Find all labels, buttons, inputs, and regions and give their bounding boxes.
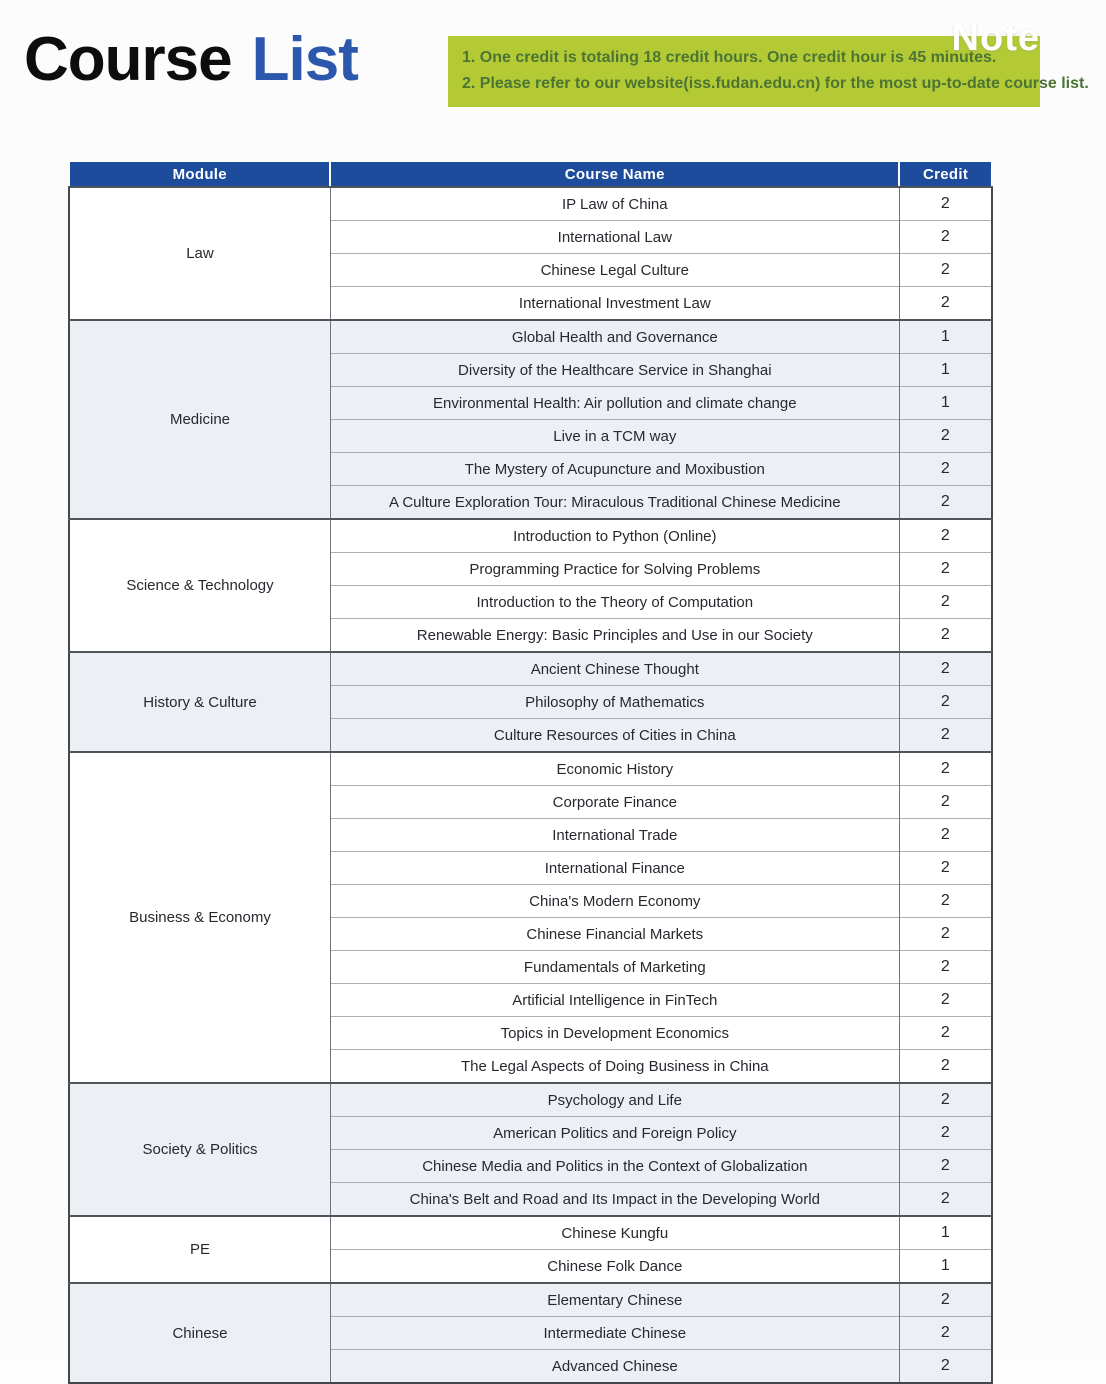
credit-cell: 2: [899, 221, 992, 254]
credit-cell: 1: [899, 1250, 992, 1284]
course-name-cell: Artificial Intelligence in FinTech: [330, 984, 899, 1017]
course-name-cell: Environmental Health: Air pollution and climate change: [330, 387, 899, 420]
page-title-word-course: Course: [24, 25, 232, 94]
credit-cell: 2: [899, 951, 992, 984]
course-name-cell: The Legal Aspects of Doing Business in China: [330, 1050, 899, 1084]
credit-cell: 2: [899, 486, 992, 520]
module-cell: PE: [69, 1216, 330, 1283]
table-row: [69, 1216, 992, 1250]
credit-cell: 2: [899, 819, 992, 852]
note-label: Note: [951, 17, 1040, 59]
credit-cell: 2: [899, 1350, 992, 1384]
course-name-cell: Ancient Chinese Thought: [330, 652, 899, 686]
course-name-cell: Renewable Energy: Basic Principles and Use in our Society: [330, 619, 899, 653]
credit-cell: 2: [899, 586, 992, 619]
course-name-cell: Culture Resources of Cities in China: [330, 719, 899, 753]
course-name-cell: Chinese Legal Culture: [330, 254, 899, 287]
credit-cell: 1: [899, 387, 992, 420]
credit-cell: 2: [899, 619, 992, 653]
header-course-name: Course Name: [330, 161, 899, 187]
course-name-cell: Chinese Kungfu: [330, 1216, 899, 1250]
course-name-cell: Intermediate Chinese: [330, 1317, 899, 1350]
header-module: Module: [69, 161, 330, 187]
credit-cell: 2: [899, 1183, 992, 1217]
course-name-cell: Corporate Finance: [330, 786, 899, 819]
note-box: [448, 17, 1089, 107]
credit-cell: 2: [899, 187, 992, 221]
credit-cell: 2: [899, 852, 992, 885]
course-name-cell: Chinese Folk Dance: [330, 1250, 899, 1284]
credit-cell: 2: [899, 1283, 992, 1317]
header-credit: Credit: [899, 161, 992, 187]
course-name-cell: Chinese Media and Politics in the Context of Globalization: [330, 1150, 899, 1183]
note-line-2: 2. Please refer to our website(iss.fudan.edu.cn) for the most up-to-date course list.: [462, 74, 1089, 92]
module-cell: Society & Politics: [69, 1083, 330, 1216]
module-cell: Science & Technology: [69, 519, 330, 652]
credit-cell: 2: [899, 885, 992, 918]
credit-cell: 2: [899, 1083, 992, 1117]
credit-cell: 2: [899, 453, 992, 486]
course-name-cell: Psychology and Life: [330, 1083, 899, 1117]
credit-cell: 2: [899, 1150, 992, 1183]
credit-cell: 2: [899, 686, 992, 719]
module-cell: Law: [69, 187, 330, 320]
course-name-cell: Global Health and Governance: [330, 320, 899, 354]
page-title: [24, 24, 358, 95]
table-row: [69, 1083, 992, 1117]
credit-cell: 2: [899, 1050, 992, 1084]
course-name-cell: International Law: [330, 221, 899, 254]
table-row: [69, 652, 992, 686]
course-name-cell: International Investment Law: [330, 287, 899, 321]
page-title-word-list: List: [251, 25, 358, 94]
credit-cell: 2: [899, 287, 992, 321]
course-name-cell: Programming Practice for Solving Problems: [330, 553, 899, 586]
table-row: [69, 187, 992, 221]
credit-cell: 1: [899, 320, 992, 354]
credit-cell: 2: [899, 1117, 992, 1150]
credit-cell: 1: [899, 354, 992, 387]
course-name-cell: Diversity of the Healthcare Service in Shanghai: [330, 354, 899, 387]
course-name-cell: Advanced Chinese: [330, 1350, 899, 1384]
table-header-row: [69, 161, 992, 187]
course-name-cell: Economic History: [330, 752, 899, 786]
course-table: [68, 160, 993, 1384]
module-cell: Business & Economy: [69, 752, 330, 1083]
note-line-1: 1. One credit is totaling 18 credit hours. One credit hour is 45 minutes.: [462, 49, 997, 66]
table-row: [69, 1283, 992, 1317]
credit-cell: 2: [899, 752, 992, 786]
course-name-cell: Introduction to Python (Online): [330, 519, 899, 553]
course-name-cell: A Culture Exploration Tour: Miraculous Traditional Chinese Medicine: [330, 486, 899, 520]
course-name-cell: IP Law of China: [330, 187, 899, 221]
course-name-cell: International Finance: [330, 852, 899, 885]
table-row: [69, 320, 992, 354]
credit-cell: 2: [899, 786, 992, 819]
credit-cell: 2: [899, 1017, 992, 1050]
credit-cell: 2: [899, 1317, 992, 1350]
module-cell: Medicine: [69, 320, 330, 519]
course-name-cell: Introduction to the Theory of Computation: [330, 586, 899, 619]
course-name-cell: American Politics and Foreign Policy: [330, 1117, 899, 1150]
credit-cell: 2: [899, 553, 992, 586]
credit-cell: 1: [899, 1216, 992, 1250]
course-name-cell: International Trade: [330, 819, 899, 852]
table-row: [69, 519, 992, 553]
course-name-cell: Live in a TCM way: [330, 420, 899, 453]
credit-cell: 2: [899, 918, 992, 951]
course-name-cell: The Mystery of Acupuncture and Moxibustion: [330, 453, 899, 486]
credit-cell: 2: [899, 719, 992, 753]
course-name-cell: Elementary Chinese: [330, 1283, 899, 1317]
credit-cell: 2: [899, 984, 992, 1017]
credit-cell: 2: [899, 254, 992, 287]
course-name-cell: Fundamentals of Marketing: [330, 951, 899, 984]
course-table-wrapper: [68, 160, 993, 1384]
course-name-cell: Philosophy of Mathematics: [330, 686, 899, 719]
credit-cell: 2: [899, 420, 992, 453]
course-table-body: [69, 187, 992, 1383]
course-name-cell: China's Modern Economy: [330, 885, 899, 918]
credit-cell: 2: [899, 519, 992, 553]
course-name-cell: Topics in Development Economics: [330, 1017, 899, 1050]
credit-cell: 2: [899, 652, 992, 686]
module-cell: Chinese: [69, 1283, 330, 1383]
module-cell: History & Culture: [69, 652, 330, 752]
course-name-cell: China's Belt and Road and Its Impact in the Developing World: [330, 1183, 899, 1217]
table-row: [69, 752, 992, 786]
course-name-cell: Chinese Financial Markets: [330, 918, 899, 951]
